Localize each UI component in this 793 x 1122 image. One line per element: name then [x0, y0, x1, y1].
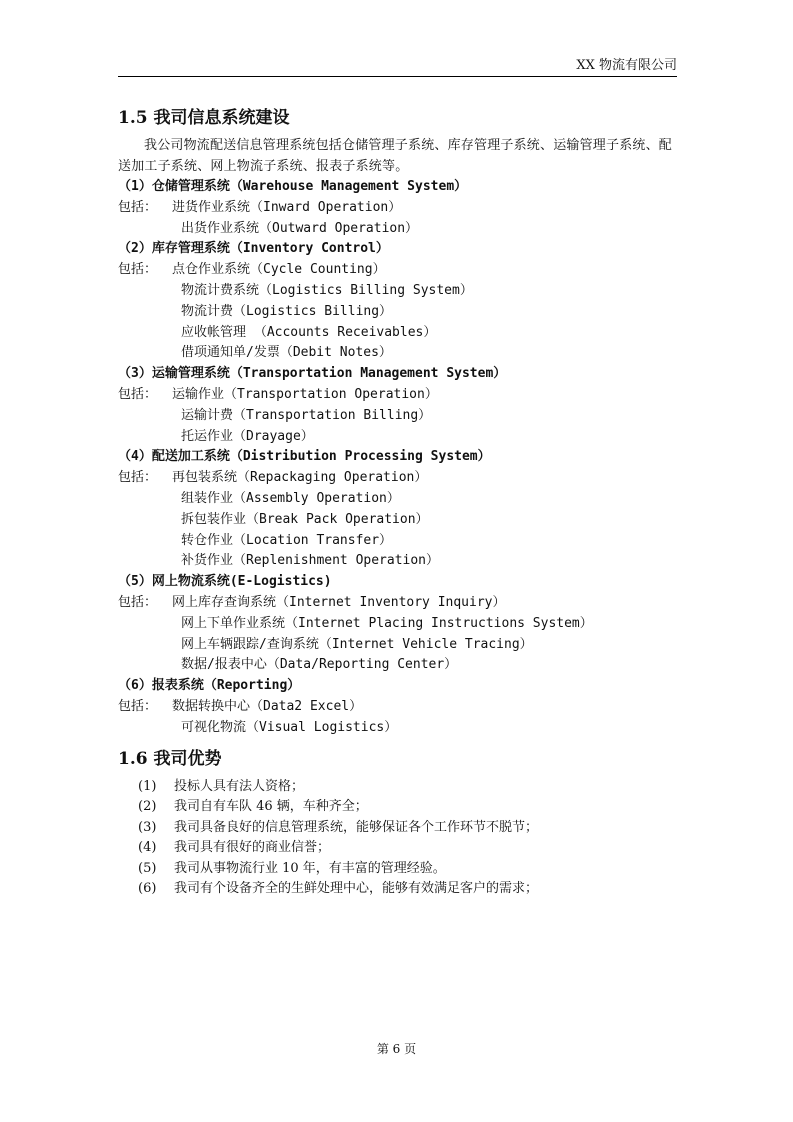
include-label: 包括：	[118, 470, 158, 486]
system-item-text: 网上库存查询系统（Internet Inventory Inquiry）	[172, 594, 506, 610]
system-item	[118, 510, 678, 531]
system-item	[118, 635, 678, 656]
system-item	[118, 406, 678, 427]
page-number: 第 6 页	[376, 1042, 417, 1056]
advantage-item	[118, 797, 678, 818]
advantage-item	[118, 859, 678, 880]
advantages-list	[118, 777, 678, 900]
advantage-item	[118, 818, 678, 839]
system-group-title: （4）配送加工系统（Distribution Processing System）	[118, 449, 491, 465]
page-body	[118, 96, 678, 900]
advantage-text: 我司自有车队 46 辆，车种齐全；	[174, 799, 368, 815]
system-item	[118, 718, 678, 739]
section-1-5-title: 1.5 我司信息系统建设	[118, 108, 290, 128]
system-item	[118, 655, 678, 676]
advantage-number: (1)	[138, 778, 157, 794]
system-item	[118, 697, 678, 718]
section-1-6-title: 1.6 我司优势	[118, 748, 222, 769]
system-item-text: 借项通知单/发票（Debit Notes）	[181, 345, 392, 361]
system-item-text: 拆包装作业（Break Pack Operation）	[181, 511, 429, 527]
advantage-number: (3)	[138, 819, 157, 835]
include-label: 包括：	[118, 698, 158, 714]
advantage-number: (5)	[138, 860, 157, 876]
system-item-text: 点仓作业系统（Cycle Counting）	[172, 262, 386, 278]
system-item-text: 组装作业（Assembly Operation）	[181, 490, 400, 506]
header-company: XX 物流有限公司	[576, 58, 677, 73]
system-item-text: 出货作业系统（Outward Operation）	[181, 220, 419, 236]
system-item	[118, 260, 678, 281]
system-item-text: 补货作业（Replenishment Operation）	[181, 553, 440, 569]
system-item	[118, 343, 678, 364]
system-item-text: 数据转换中心（Data2 Excel）	[172, 698, 363, 714]
system-item	[118, 385, 678, 406]
system-item	[118, 489, 678, 510]
system-item-text: 数据/报表中心（Data/Reporting Center）	[181, 657, 458, 673]
system-item	[118, 427, 678, 448]
system-item-text: 物流计费系统（Logistics Billing System）	[181, 282, 473, 298]
system-item	[118, 551, 678, 572]
include-label: 包括：	[118, 386, 158, 402]
system-item-text: 应收帐管理 （Accounts Receivables）	[181, 324, 437, 340]
include-label: 包括：	[118, 262, 158, 278]
system-item-text: 运输作业（Transportation Operation）	[172, 386, 438, 402]
system-item	[118, 302, 678, 323]
advantage-item	[118, 879, 678, 900]
page-header	[118, 56, 677, 77]
system-groups	[118, 177, 678, 739]
system-group-title: （1）仓储管理系统（Warehouse Management System）	[118, 179, 468, 194]
system-item-text: 托运作业（Drayage）	[181, 428, 314, 444]
system-item	[118, 614, 678, 635]
system-item-text: 物流计费（Logistics Billing）	[181, 303, 393, 319]
advantage-text: 我司具有很好的商业信誉；	[174, 840, 331, 856]
system-item	[118, 198, 678, 219]
system-group-title: （5）网上物流系统(E-Logistics)	[118, 574, 332, 590]
advantage-text: 我司从事物流行业 10 年，有丰富的管理经验。	[174, 860, 446, 876]
section-1-5-intro: 我公司物流配送信息管理系统包括仓储管理子系统、库存管理子系统、运输管理子系统、配送加工子系统、网上物流子系统、报表子系统等。	[118, 138, 673, 174]
system-item-text: 进货作业系统（Inward Operation）	[172, 199, 402, 215]
advantage-item	[118, 838, 678, 859]
advantage-number: (2)	[138, 799, 157, 815]
advantage-number: (4)	[138, 840, 157, 856]
system-item-text: 运输计费（Transportation Billing）	[181, 407, 432, 423]
system-item	[118, 468, 678, 489]
advantage-text: 我司具备良好的信息管理系统，能够保证各个工作环节不脱节；	[174, 819, 539, 835]
system-item-text: 可视化物流（Visual Logistics）	[181, 719, 398, 735]
system-group-title: （2）库存管理系统（Inventory Control）	[118, 241, 389, 257]
system-item	[118, 323, 678, 344]
system-item	[118, 531, 678, 552]
system-item	[118, 593, 678, 614]
system-group-title: （6）报表系统（Reporting）	[118, 678, 301, 694]
include-label: 包括：	[118, 594, 158, 610]
advantage-item	[118, 777, 678, 798]
advantage-number: (6)	[138, 881, 157, 897]
page-footer	[0, 1040, 793, 1058]
system-group-title: （3）运输管理系统（Transportation Management System）	[118, 366, 507, 382]
system-item-text: 网上下单作业系统（Internet Placing Instructions System）	[181, 615, 593, 631]
system-item	[118, 281, 678, 302]
system-item	[118, 219, 678, 240]
advantage-text: 我司有个设备齐全的生鲜处理中心，能够有效满足客户的需求；	[174, 881, 539, 897]
system-item-text: 转仓作业（Location Transfer）	[181, 532, 393, 548]
system-item-text: 再包装系统（Repackaging Operation）	[172, 470, 428, 486]
advantage-text: 投标人具有法人资格；	[174, 778, 305, 794]
system-item-text: 网上车辆跟踪/查询系统（Internet Vehicle Tracing）	[181, 636, 533, 652]
include-label: 包括：	[118, 199, 158, 215]
